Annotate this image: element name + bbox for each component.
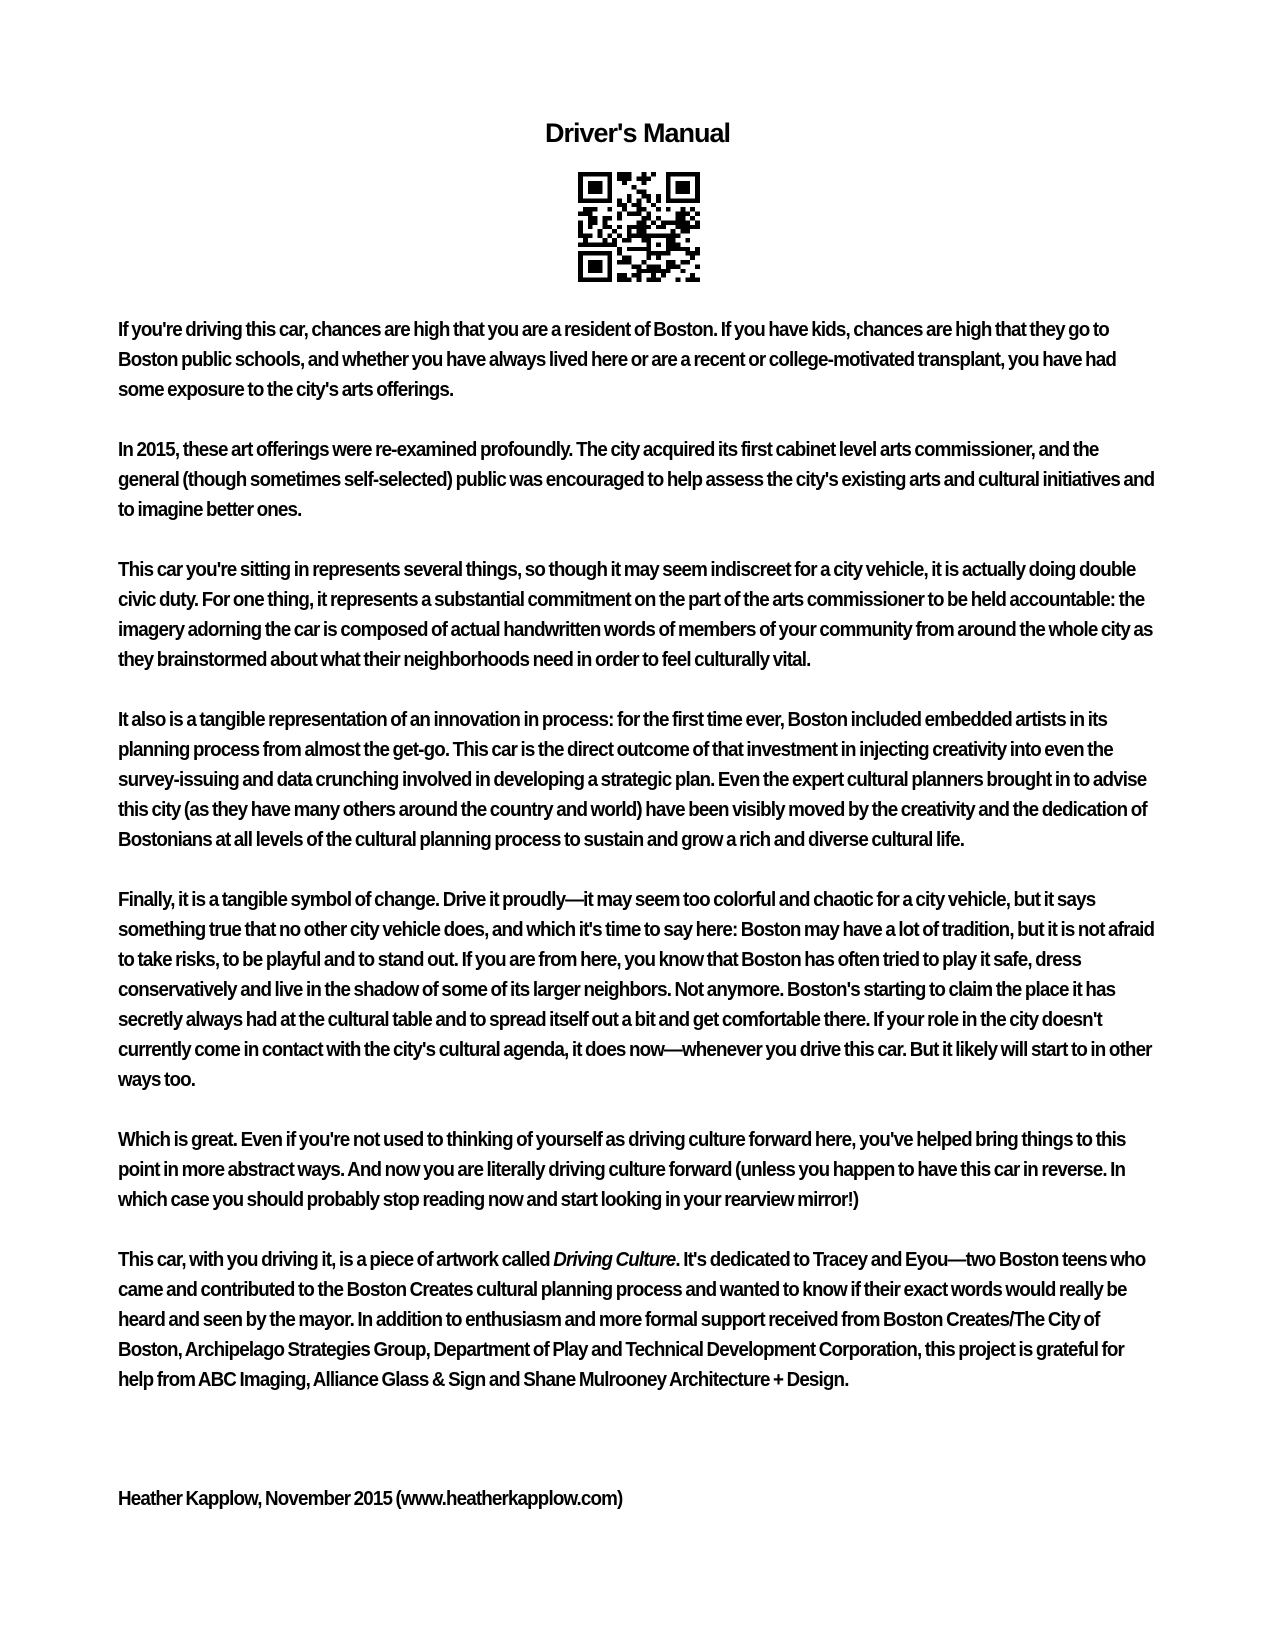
paragraph-3: This car you're sitting in represents several things, so though it may seem indiscreet for a city vehicle, it is actually doing double civic duty. For one thing, it represents a substantial commitment on the part of the arts commissioner to be held accountable: the imagery adorning the car is composed of actual handwritten words of members of your community from around the whole city as they brainstormed about what their neighborhoods need in order to feel culturally vital. <box>118 559 1153 671</box>
paragraph-2: In 2015, these art offerings were re-examined profoundly. The city acquired its first cabinet level arts commissioner, and the general (though sometimes self-selected) public was encouraged to help assess the city's existing arts and cultural initiatives and to imagine better ones. <box>118 439 1155 521</box>
paragraph-7-body: . It's dedicated to Tracey and Eyou—two Boston teens who came and contributed to the Boston Creates cultural planning process and wanted to know if their exact words would really be heard and seen by the mayor. In addition to enthusiasm and more formal support received from Boston Creates/The City of Boston, Archipelago Strategies Group, Department of Play and Technical Development Corporation, this project is grateful for help from ABC Imaging, Alliance Glass & Sign and Shane Mulrooney Architecture + Design. <box>118 1249 1146 1391</box>
artwork-title: Driving Culture <box>553 1249 676 1271</box>
qr-code-icon <box>578 172 700 282</box>
document-title: Driver's Manual <box>545 118 730 148</box>
paragraph-5: Finally, it is a tangible symbol of change. Drive it proudly—it may seem too colorful and chaotic for a city vehicle, but it says something true that no other city vehicle does, and which it's time to say here: Boston may have a lot of tradition, but it is not afraid to take risks, to be playful and to stand out. If you are from here, you know that Boston has often tried to play it safe, dress conservatively and live in the shadow of some of its larger neighbors. Not anymore. Boston's starting to claim the place it has secretly always had at the cultural table and to spread itself out a bit and get comfortable there. If your role in the city doesn't currently come in contact with the city's cultural agenda, it does now—whenever you drive this car. But it likely will start to in other ways too. <box>118 889 1155 1091</box>
document-body <box>118 315 1163 1425</box>
paragraph-6: Which is great. Even if you're not used to thinking of yourself as driving culture forward here, you've helped bring things to this point in more abstract ways. And now you are literally driving culture forward (unless you happen to have this car in reverse. In which case you should probably stop reading now and start looking in your rearview mirror!) <box>118 1129 1126 1211</box>
paragraph-4: It also is a tangible representation of an innovation in process: for the first time ever, Boston included embedded artists in its planning process from almost the get-go. This car is the direct outcome of that investment in injecting creativity into even the survey-issuing and data crunching involved in developing a strategic plan. Even the expert cultural planners brought in to advise this city (as they have many others around the country and world) have been visibly moved by the creativity and the dedication of Bostonians at all levels of the cultural planning process to sustain and grow a rich and diverse cultural life. <box>118 709 1147 851</box>
paragraph-7-intro: This car, with you driving it, is a piece of artwork called <box>118 1249 554 1271</box>
author-signature: Heather Kapplow, November 2015 (www.heatherkapplow.com) <box>118 1488 623 1510</box>
paragraph-7 <box>118 1245 1161 1395</box>
paragraph-1: If you're driving this car, chances are high that you are a resident of Boston. If you have kids, chances are high that they go to Boston public schools, and whether you have always lived here or are a recent or college-motivated transplant, you have had some exposure to the city's arts offerings. <box>118 319 1117 401</box>
